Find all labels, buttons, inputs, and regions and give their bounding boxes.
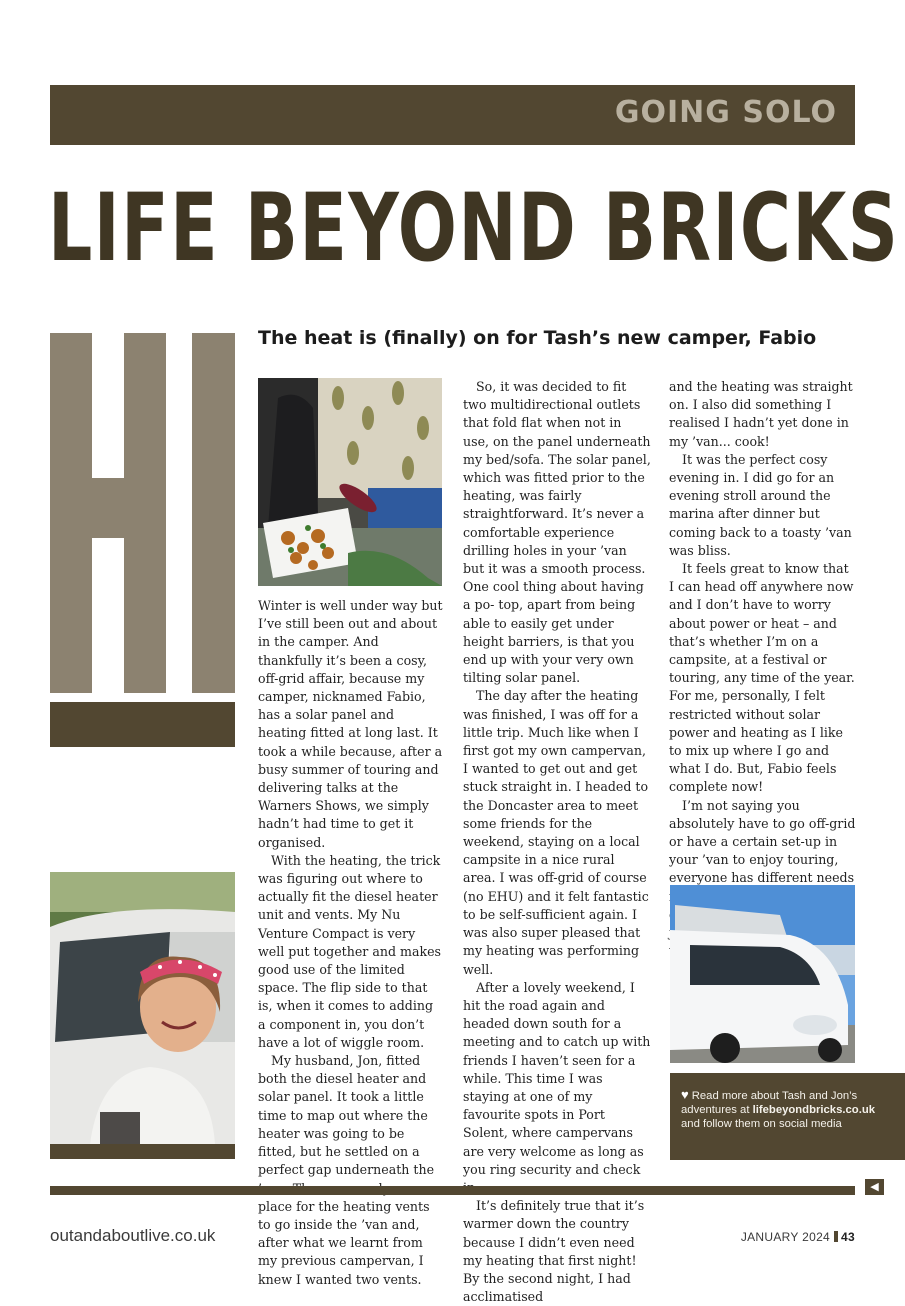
separator-bar (834, 1231, 838, 1242)
paragraph: After a lovely weekend, I hit the road again and headed down south for a meeting and to catch up with friends I haven’t seen for a while. This time I was staying at one of my favourite spots in Port Solent, where campervans are very welcome as long as you ring security and check (463, 979, 651, 1177)
paragraph: With the heating, the trick was figuring out where to actually fit the diesel heater unit and vents. My Nu Venture Compact is very well put together and makes good use of the limited space. The flip side to that is, when it comes to adding a component in, you don’t have a lot of wiggle room. (258, 852, 442, 1050)
section-label: GOING SOLO (614, 95, 837, 130)
author-photo-bar (50, 1144, 235, 1159)
hi-letters (50, 333, 235, 693)
promo-text-end: and follow them on social media (681, 1118, 842, 1130)
paragraph: My husband, Jon, fitted both the diesel heater and solar panel. It took a little time to map out where the heater was going to be fitted, but he settled on a perfect gap underneath the place for the heating vents to go inside the ’van and, after what we learnt from my previous campervan, I knew I wanted two vents. (258, 1053, 435, 1287)
article-column-3 (669, 378, 857, 961)
campervan-photo (670, 885, 855, 1063)
meal-photo (258, 378, 442, 586)
paragraph: It’s definitely true that it’s warmer down the country because I didn’t even need my heating that first night! By the second night, I had acclimatised (463, 1198, 645, 1305)
page-number: 43 (841, 1230, 855, 1244)
paragraph: So, it was decided to fit two multidirectional outlets that fold flat when not in use, on the panel underneath my bed/sofa. The solar panel, which was fitted prior to the heating, was fairly straightforward. It’s never a comfortable experience drilling holes in your ’van but it was a smooth process. One cool thing about having a po- top, apart from being able to easily get under height barriers, is that you end up with your very own tilting solar panel. (463, 379, 651, 686)
article-column-2 (463, 378, 651, 1306)
back-arrow-icon[interactable]: ◀ (865, 1179, 884, 1195)
paragraph: Winter is well under way but I’ve still been out and about in the camper. And thankfully it’s been a cosy, off-grid affair, because my camper, nicknamed Fabio, has a solar panel and heating fitted at long last. It took a while because, after a busy summer of touring and delivering talks at the Warners Shows, we simply hadn’t had time to get it organised. (258, 598, 443, 850)
author-photo (50, 872, 235, 1144)
hi-drop-graphic (50, 333, 235, 693)
section-banner (50, 85, 855, 145)
standfirst: The heat is (finally) on for Tash’s new camper, Fabio (258, 327, 817, 349)
paragraph: and the heating was straight on. I also did something I realised I hadn’t yet done in my ’van... cook! (669, 379, 853, 449)
paragraph: It was the perfect cosy evening in. I did go for an evening stroll around the marina after dinner but coming back to a toasty ’van was bliss. (669, 451, 852, 558)
follow-promo-box (670, 1073, 905, 1160)
hi-base-bar (50, 702, 235, 747)
footer-website[interactable]: outandaboutlive.co.uk (50, 1226, 216, 1245)
paragraph: The day after the heating was finished, I was off for a little trip. Much like when I first got my own campervan, I wanted to get out and get stuck straight in. I headed to the Doncaster area to meet some friends for the weekend, staying on a local campsite in a nice rural area. I was off-grid of course (no EHU) and it felt fantastic to be self-sufficient again. I was also super pleased that my heating was performing well. (463, 688, 649, 977)
footer-issue-info (741, 1230, 855, 1244)
heart-icon: ♥ (681, 1087, 689, 1102)
paragraph: I’m not saying you absolutely have to go off-grid or have a certain set-up in your ’van to enjoy touring, everyone has different needs (669, 797, 856, 886)
paragraph: It feels great to know that I can head off anywhere now and I don’t have to worry about power or heat – and that’s whether I’m on a campsite, at a festival or touring, any time of the year. For me, personally, I felt restricted without solar power and heating as I like to mix up where I go and what I do. But, Fabio feels complete now! (669, 561, 855, 795)
promo-website-link[interactable]: lifebeyondbricks.co.uk (752, 1104, 876, 1116)
headline: LIFE BEYOND BRICKS (48, 174, 900, 283)
promo-text: Read more about Tash and Jon’s adventures at (681, 1090, 858, 1116)
article-column-1 (258, 597, 444, 1289)
issue-date: JANUARY 2024 (740, 1230, 831, 1244)
footer-rule (50, 1186, 855, 1195)
